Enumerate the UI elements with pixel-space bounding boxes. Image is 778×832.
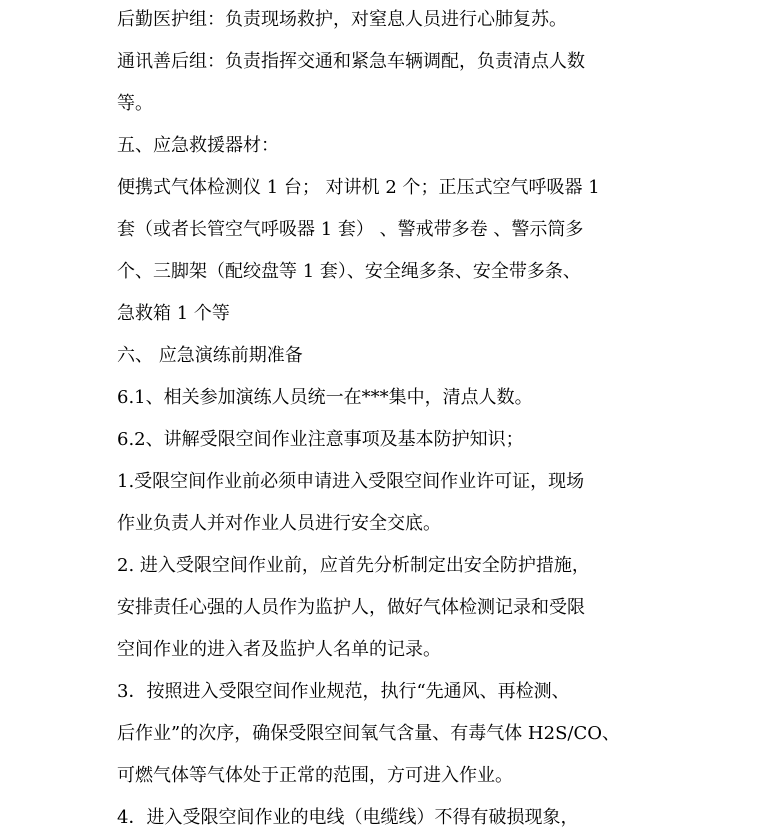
text-line: 可燃气体等气体处于正常的范围，方可进入作业。 [117,765,513,786]
text-line: 安排责任心强的人员作为监护人，做好气体检测记录和受限 [117,597,585,618]
text-line: 后作业”的次序，确保受限空间氧气含量、有毒气体 H2S/CO、 [117,723,620,744]
text-line: 3．按照进入受限空间作业规范，执行“先通风、再检测、 [117,681,570,702]
text-line: 通讯善后组：负责指挥交通和紧急车辆调配，负责清点人数 [117,51,585,72]
text-line: 4．进入受限空间作业的电线（电缆线）不得有破损现象， [117,807,579,828]
text-line: 等。 [117,93,153,114]
text-line: 作业负责人并对作业人员进行安全交底。 [117,513,441,534]
text-line: 1.受限空间作业前必须申请进入受限空间作业许可证，现场 [117,471,585,492]
text-line: 后勤医护组：负责现场救护，对窒息人员进行心肺复苏。 [117,9,567,30]
text-line: 便携式气体检测仪 1 台； 对讲机 2 个；正压式空气呼吸器 1 [117,177,600,198]
section-heading: 六、 应急演练前期准备 [117,345,303,366]
text-line: 2. 进入受限空间作业前，应首先分析制定出安全防护措施， [117,555,590,576]
text-line: 6.2、讲解受限空间作业注意事项及基本防护知识； [117,429,524,450]
text-line: 6.1、相关参加演练人员统一在***集中，清点人数。 [117,387,533,408]
section-heading: 五、应急救援器材： [117,135,279,156]
text-line: 套（或者长管空气呼吸器 1 套） 、警戒带多卷 、警示筒多 [117,219,584,240]
text-line: 空间作业的进入者及监护人名单的记录。 [117,639,441,660]
text-line: 急救箱 1 个等 [117,303,230,324]
text-line: 个、三脚架（配绞盘等 1 套）、安全绳多条、安全带多条、 [117,261,581,282]
